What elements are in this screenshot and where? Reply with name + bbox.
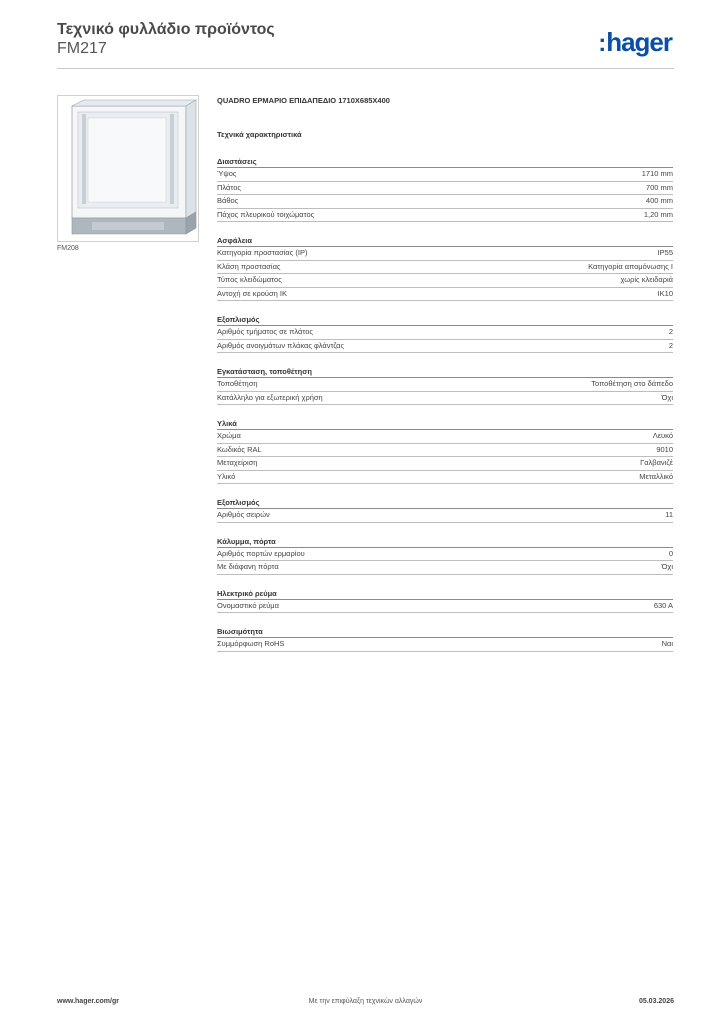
spec-label: Κλάση προστασίας bbox=[217, 261, 281, 271]
spec-value: Ναι bbox=[661, 639, 673, 648]
spec-label: Κατηγορία προστασίας (IP) bbox=[217, 248, 308, 257]
spec-row bbox=[217, 561, 673, 575]
spec-value: 0 bbox=[668, 548, 673, 558]
spec-value: 400 mm bbox=[645, 196, 673, 205]
spec-row bbox=[217, 457, 673, 471]
spec-row bbox=[217, 444, 673, 458]
spec-label: Κωδικός RAL bbox=[217, 444, 262, 454]
spec-section bbox=[217, 497, 673, 523]
spec-value: χωρίς κλειδαριά bbox=[620, 275, 673, 284]
spec-row bbox=[217, 548, 673, 562]
spec-row bbox=[217, 326, 673, 340]
section-title: Εξοπλισμός bbox=[217, 314, 673, 326]
spec-row bbox=[217, 247, 673, 261]
spec-section bbox=[217, 588, 673, 614]
spec-label: Τοποθέτηση bbox=[217, 379, 258, 388]
cabinet-illustration bbox=[58, 96, 198, 241]
spec-value: 2 bbox=[668, 327, 673, 336]
spec-row bbox=[217, 209, 673, 223]
spec-row bbox=[217, 471, 673, 485]
spec-value: 2 bbox=[668, 340, 673, 350]
spec-label: Αριθμός πορτών ερμαρίου bbox=[217, 548, 305, 558]
spec-label: Χρώμα bbox=[217, 431, 241, 440]
hager-logo: :hager bbox=[598, 27, 672, 57]
spec-label: Μεταχείριση bbox=[217, 458, 258, 467]
document-title: Τεχνικό φυλλάδιο προϊόντος bbox=[57, 21, 275, 38]
spec-row bbox=[217, 392, 673, 406]
spec-label: Ονομαστικό ρεύμα bbox=[217, 600, 279, 610]
section-title: Κάλυμμα, πόρτα bbox=[217, 536, 673, 548]
spec-label: Κατάλληλο για εξωτερική χρήση bbox=[217, 392, 323, 402]
spec-value: 9010 bbox=[656, 444, 673, 454]
spec-value: 1,20 mm bbox=[643, 209, 673, 219]
spec-section bbox=[217, 626, 673, 652]
spec-label: Ύψος bbox=[217, 169, 237, 178]
spec-row bbox=[217, 168, 673, 182]
section-title: Ηλεκτρικό ρεύμα bbox=[217, 588, 673, 600]
spec-label: Τύπος κλειδώματος bbox=[217, 275, 282, 284]
spec-label: Υλικό bbox=[217, 471, 236, 481]
spec-row bbox=[217, 288, 673, 302]
spec-value: 700 mm bbox=[645, 182, 673, 192]
header-divider bbox=[57, 68, 674, 69]
document-header bbox=[57, 20, 674, 58]
spec-row bbox=[217, 430, 673, 444]
spec-row bbox=[217, 600, 673, 614]
spec-value: 1710 mm bbox=[641, 169, 673, 178]
spec-label: Συμμόρφωση RoHS bbox=[217, 639, 285, 648]
spec-section bbox=[217, 314, 673, 353]
spec-label: Αντοχή σε κρούση IK bbox=[217, 288, 287, 298]
spec-label: Πλάτος bbox=[217, 182, 242, 192]
section-title: Βιωσιμότητα bbox=[217, 626, 673, 638]
spec-section bbox=[217, 536, 673, 575]
spec-value: IP55 bbox=[657, 248, 673, 257]
section-title: Υλικά bbox=[217, 418, 673, 430]
section-title: Εξοπλισμός bbox=[217, 497, 673, 509]
logo-text: hager bbox=[606, 27, 672, 57]
image-reference: FM208 bbox=[57, 245, 79, 252]
spec-content bbox=[217, 95, 673, 665]
spec-value: Τοποθέτηση στο δάπεδο bbox=[591, 379, 673, 388]
spec-value: Λευκό bbox=[652, 431, 673, 440]
spec-section bbox=[217, 418, 673, 484]
product-name: QUADRO ΕΡΜΑΡΙΟ ΕΠΙΔΑΠΕΔΙΟ 1710X685X400 bbox=[217, 96, 390, 105]
section-title: Ασφάλεια bbox=[217, 235, 673, 247]
section-title: Εγκατάσταση, τοποθέτηση bbox=[217, 366, 673, 378]
spec-value: Όχι bbox=[661, 562, 673, 571]
spec-row bbox=[217, 182, 673, 196]
spec-row bbox=[217, 274, 673, 288]
spec-value: Γαλβανιζέ bbox=[640, 458, 673, 467]
spec-section bbox=[217, 235, 673, 301]
spec-section bbox=[217, 366, 673, 405]
spec-value: IK10 bbox=[657, 288, 673, 298]
spec-label: Πάχος πλευρικού τοιχώματος bbox=[217, 209, 315, 219]
spec-row bbox=[217, 509, 673, 523]
product-code: FM217 bbox=[57, 40, 107, 57]
spec-label: Αριθμός ανοιγμάτων πλάκας φλάντζας bbox=[217, 340, 345, 350]
spec-section bbox=[217, 156, 673, 222]
product-image bbox=[57, 95, 199, 242]
spec-row bbox=[217, 261, 673, 275]
spec-value: Κατηγορία απομόνωσης I bbox=[588, 261, 673, 271]
spec-value: 630 A bbox=[653, 600, 673, 610]
footer-website: www.hager.com/gr bbox=[57, 998, 119, 1005]
spec-row bbox=[217, 195, 673, 209]
spec-row bbox=[217, 340, 673, 354]
spec-value: Μεταλλικό bbox=[639, 471, 673, 481]
spec-label: Με διάφανη πόρτα bbox=[217, 562, 279, 571]
spec-label: Αριθμός τμήματος σε πλάτος bbox=[217, 327, 313, 336]
footer-notice: Με την επιφύλαξη τεχνικών αλλαγών bbox=[308, 998, 423, 1005]
spec-value: Όχι bbox=[661, 392, 673, 402]
footer-date: 05.03.2026 bbox=[638, 998, 674, 1005]
spec-label: Βάθος bbox=[217, 196, 239, 205]
technical-heading: Τεχνικά χαρακτηριστικά bbox=[217, 130, 302, 139]
section-title: Διαστάσεις bbox=[217, 156, 673, 168]
spec-sections bbox=[217, 156, 673, 652]
spec-label: Αριθμός σειρών bbox=[217, 510, 270, 519]
spec-row bbox=[217, 378, 673, 392]
spec-row bbox=[217, 638, 673, 652]
spec-value: 11 bbox=[665, 510, 673, 519]
